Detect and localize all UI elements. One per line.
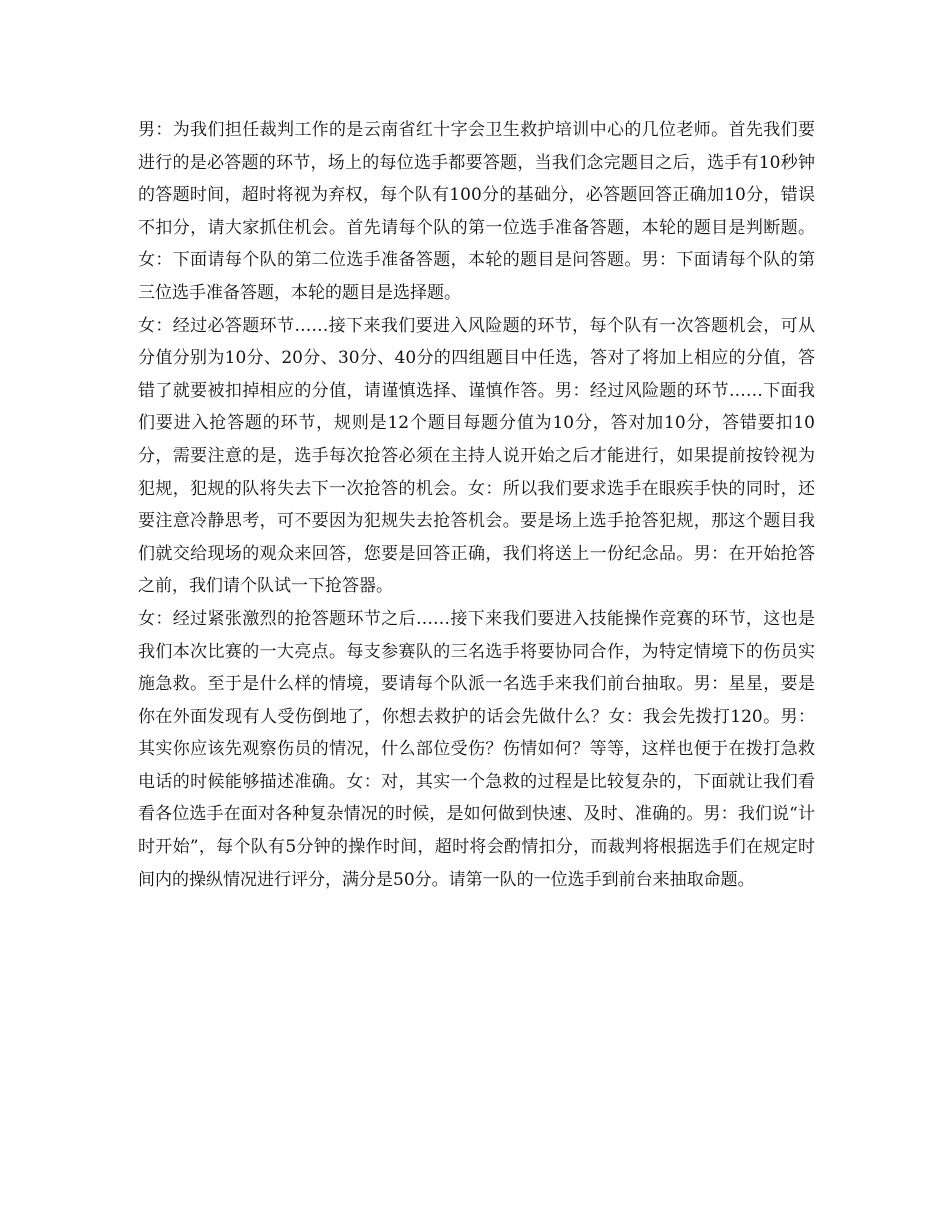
document-body: [138, 114, 815, 896]
paragraph-3: 女：经过紧张激烈的抢答题环节之后……接下来我们要进入技能操作竞赛的环节，这也是我们本次比赛的一大亮点。每支参赛队的三名选手将要协同合作，为特定情境下的伤员实施急救。至于是什么样的情境，要请每个队派一名选手来我们前台抽取。男：星星，要是你在外面发现有人受伤倒地了，你想去救护的话会先做什么？女：我会先拨打120。男：其实你应该先观察伤员的情况，什么部位受伤？伤情如何？等等，这样也便于在拨打急救电话的时候能够描述准确。女：对，其实一个急救的过程是比较复杂的，下面就让我们看看各位选手在面对各种复杂情况的时候，是如何做到快速、及时、准确的。男：我们说“计时开始”，每个队有5分钟的操作时间，超时将会酌情扣分，而裁判将根据选手们在规定时间内的操纵情况进行评分，满分是50分。请第一队的一位选手到前台来抽取命题。: [138, 608, 815, 890]
paragraph-1: 男：为我们担任裁判工作的是云南省红十字会卫生救护培训中心的几位老师。首先我们要进行的是必答题的环节，场上的每位选手都要答题，当我们念完题目之后，选手有10秒钟的答题时间，超时将视为弃权，每个队有100分的基础分，必答题回答正确加10分，错误不扣分，请大家抓住机会。首先请每个队的第一位选手准备答题，本轮的题目是判断题。女：下面请每个队的第二位选手准备答题，本轮的题目是问答题。男：下面请每个队的第三位选手准备答题，本轮的题目是选择题。: [138, 120, 815, 303]
paragraph-2: 女：经过必答题环节……接下来我们要进入风险题的环节，每个队有一次答题机会，可从分值分别为10分、20分、30分、40分的四组题目中任选，答对了将加上相应的分值，答错了就要被扣掉相应的分值，请谨慎选择、谨慎作答。男：经过风险题的环节……下面我们要进入抢答题的环节，规则是12个题目每题分值为10分，答对加10分，答错要扣10分，需要注意的是，选手每次抢答必须在主持人说开始之后才能进行，如果提前按铃视为犯规，犯规的队将失去下一次抢答的机会。女：所以我们要求选手在眼疾手快的同时，还要注意冷静思考，可不要因为犯规失去抢答机会。要是场上选手抢答犯规，那这个题目我们就交给现场的观众来回答，您要是回答正确，我们将送上一份纪念品。男：在开始抢答之前，我们请个队试一下抢答器。: [138, 315, 815, 597]
